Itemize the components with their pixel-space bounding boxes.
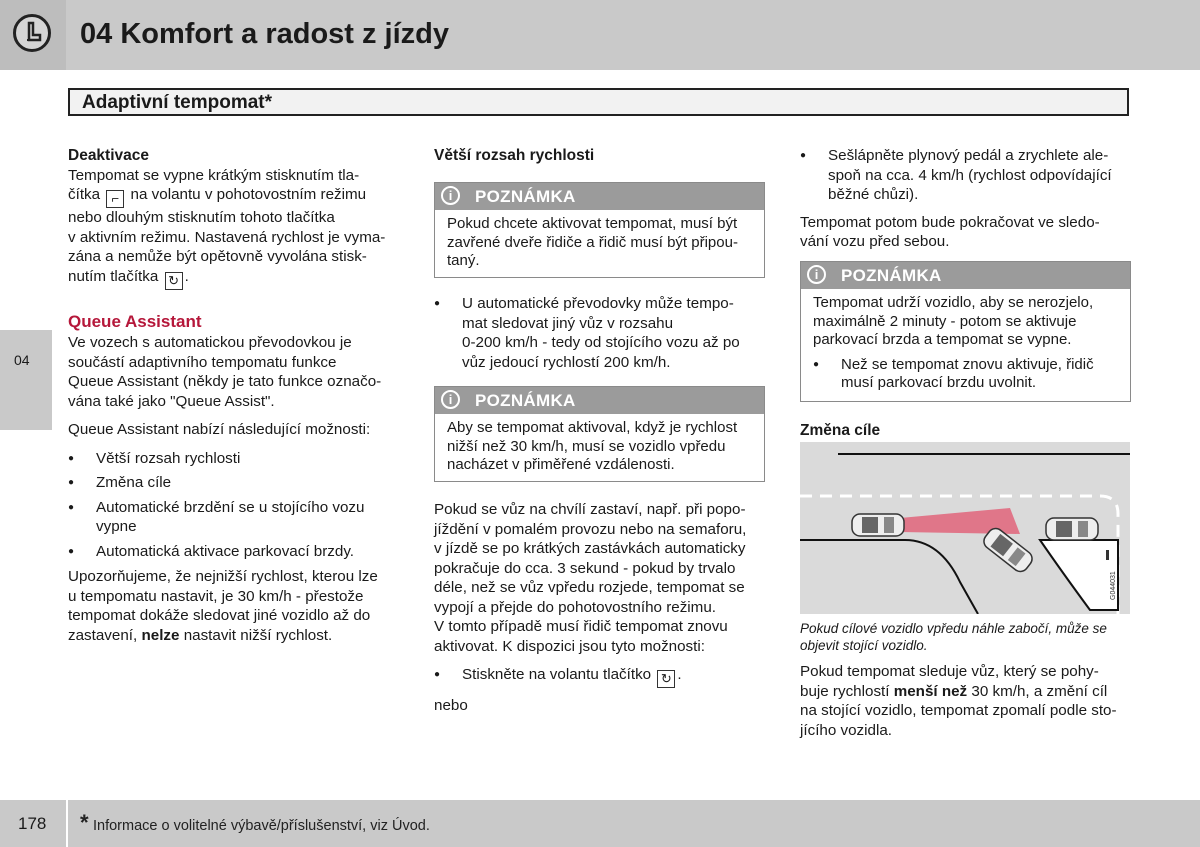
text-line: tempomat dokáže sledovat jiné vozidlo až do — [68, 607, 371, 624]
list-item: ● Automatické brzdění se u stojícího vozu — [68, 498, 398, 518]
figure-caption: Pokud cílové vozidlo vpředu náhle zabočí, může se objevit stojící vozidlo. — [800, 621, 1107, 653]
note-body: Tempomat udrží vozidlo, aby se nerozjelo, maximálně 2 minuty - potom se aktivuje parkovací brzda a tempomat se vypne. ● Než se tempomat znovu aktivuje, řidič musí parkovací brzdu uvolnit. — [801, 289, 1130, 399]
text-line: buje rychlostí menší než 30 km/h, a změní cíl — [800, 682, 1108, 700]
chapter-title: 04 Komfort a radost z jízdy — [80, 18, 450, 50]
lane-change-illustration — [800, 442, 1130, 614]
list-item-cont: běžné chůzi). — [828, 186, 919, 203]
column-2-bullet — [434, 294, 774, 372]
text-line: Pokud tempomat sleduje vůz, který se pohy- — [800, 663, 1099, 680]
heading-queue-assistant: Queue Assistant — [68, 311, 202, 331]
text-line: součástí adaptivního tempomatu funkce — [68, 353, 337, 371]
stationary-car-icon — [1046, 518, 1098, 540]
text-line: vypojí a přejde do pohotovostního režimu. — [434, 598, 716, 616]
text-line: na stojící vozidlo, tempomat zpomalí podle sto- — [800, 702, 1117, 719]
header-icon-box — [0, 0, 66, 70]
note-box-2 — [434, 386, 765, 482]
list-item: ● Větší rozsah rychlosti — [68, 449, 398, 469]
text-line: pokračuje do cca. 3 sekund - pokud by trvalo — [434, 559, 736, 577]
text-line: Tempomat potom bude pokračovat ve sledo- — [800, 213, 1100, 231]
text-line: aktivovat. K dispozici jsou tyto možnosti: — [434, 637, 705, 655]
heading-zmena-cile: Změna cíle — [800, 422, 881, 439]
text-line: nutím tlačítka ↻ . — [68, 267, 189, 288]
note-box-3 — [800, 261, 1131, 402]
text-line: Pokud se vůz na chvílí zastaví, např. při popo- — [434, 501, 746, 518]
text-line: Queue Assistant nabízí následující možnosti: — [68, 421, 371, 438]
heading-deaktivace: Deaktivace — [68, 147, 150, 164]
footnote-star: * — [80, 810, 89, 835]
text-line: zastavení, nelze nastavit nižší rychlost. — [68, 626, 333, 644]
text-line: jíždění v pomalém provozu nebo na semaforu, — [434, 520, 747, 538]
footer-bar — [68, 800, 1200, 847]
chapter-side-tab — [0, 330, 52, 430]
info-icon: i — [807, 265, 826, 284]
list-item: ● Než se tempomat znovu aktivuje, řidič — [813, 356, 1118, 375]
column-3-text — [800, 662, 1140, 740]
text-line: jícího vozidla. — [800, 721, 893, 739]
note-header — [435, 183, 764, 210]
list-item-cont: mat sledovat jiný vůz v rozsahu — [462, 314, 674, 332]
section-title: Adaptivní tempomat* — [82, 92, 273, 113]
note-header — [801, 262, 1130, 289]
list-item: ● Stiskněte na volantu tlačítko ↻ . — [434, 665, 779, 688]
list-item: ● Sešlápněte plynový pedál a zrychlete ale- — [800, 146, 1140, 166]
text-line: v aktivním režimu. Nastavená rychlost je vyma- — [68, 228, 386, 246]
list-item: ● Automatická aktivace parkovací brzdy. — [68, 542, 398, 562]
own-car-icon — [852, 514, 904, 536]
list-item: ● U automatické převodovky může tempo- — [434, 294, 774, 314]
text-line: déle, než se vůz vpředu rozjede, tempomat se — [434, 579, 745, 596]
svg-text:G044031: G044031 — [1110, 571, 1117, 600]
text-line: nebo — [434, 697, 468, 714]
list-item-cont: vůz jedoucí rychlostí 200 km/h. — [462, 353, 671, 371]
text-line: Upozorňujeme, že nejnižší rychlost, kterou lze — [68, 568, 378, 585]
column-3-heading — [800, 421, 1140, 441]
list-item-cont: musí parkovací brzdu uvolnit. — [841, 374, 1037, 391]
page-number-box — [0, 800, 66, 847]
section-title-box — [68, 88, 1129, 116]
column-1 — [68, 146, 398, 645]
list-item-cont: 0-200 km/h - tedy od stojícího vozu až po — [462, 334, 740, 351]
text-line: vána také jako "Queue Assist". — [68, 392, 275, 410]
heading-vetsi-rozsah: Větší rozsah rychlosti — [434, 147, 595, 164]
lane-change-figure — [800, 442, 1130, 614]
text-line: u tempomatu nastavit, je 30 km/h - přestože — [68, 587, 364, 605]
list-item: ● Změna cíle — [68, 473, 398, 493]
note-header — [435, 387, 764, 414]
footnote-text: Informace o volitelné výbavě/příslušenství, viz Úvod. — [93, 818, 430, 834]
list-item-cont: spoň na cca. 4 km/h (rychlost odpovídající — [828, 166, 1112, 184]
cruise-button-icon: ⌐ — [106, 190, 124, 208]
seat-icon — [13, 14, 51, 52]
text-line: nebo dlouhým stisknutím tohoto tlačítka — [68, 209, 335, 226]
text-line: zána a nemůže být opětovně vyvolána stisk- — [68, 248, 367, 265]
text-line: čítka ⌐ na volantu v pohotovostním režimu — [68, 186, 367, 206]
resume-button-icon: ↻ — [165, 272, 183, 290]
info-icon: i — [441, 186, 460, 205]
page-header — [0, 0, 1200, 70]
note-box-1 — [434, 182, 765, 278]
list-item-cont: vypne — [96, 518, 137, 535]
column-3 — [800, 146, 1140, 252]
column-2 — [434, 146, 774, 166]
text-line: Queue Assistant (někdy je tato funkce označo- — [68, 373, 382, 390]
note-body: Aby se tempomat aktivoval, když je rychlost nižší než 30 km/h, musí se vozidlo vpředu nacházet v přiměřené vzdálenosti. — [447, 419, 738, 473]
text-line: Ve vozech s automatickou převodovkou je — [68, 334, 352, 351]
note-label: POZNÁMKA — [475, 391, 576, 410]
page-number: 178 — [18, 814, 47, 833]
note-label: POZNÁMKA — [475, 187, 576, 206]
text-line: v jízdě se po krátkých zastávkách automaticky — [434, 540, 746, 557]
side-tab-label: 04 — [14, 352, 30, 368]
note-label: POZNÁMKA — [841, 266, 942, 285]
text-line: Tempomat se vypne krátkým stisknutím tla- — [68, 166, 360, 184]
note-body: Pokud chcete aktivovat tempomat, musí být zavřené dveře řidiče a řidič musí být připou- taný. — [447, 215, 738, 269]
text-line: vání vozu před sebou. — [800, 233, 950, 250]
column-2-text — [434, 500, 779, 716]
text-line: V tomto případě musí řidič tempomat znovu — [434, 618, 728, 635]
resume-button-icon: ↻ — [657, 670, 675, 688]
info-icon: i — [441, 390, 460, 409]
page-footer — [0, 800, 1200, 847]
